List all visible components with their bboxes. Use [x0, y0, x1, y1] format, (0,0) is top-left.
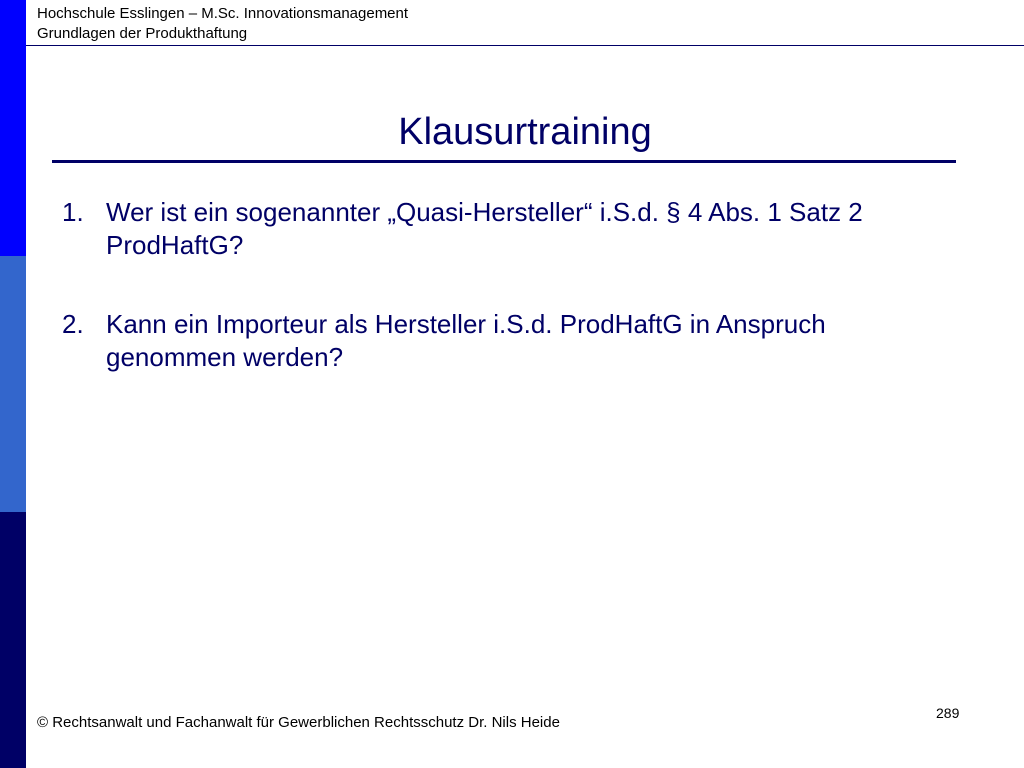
header-course: Grundlagen der Produkthaftung — [37, 25, 248, 42]
question-number: 1. — [62, 197, 84, 227]
question-list — [62, 196, 962, 420]
question-item — [62, 196, 962, 262]
page-number: 289 — [936, 705, 960, 721]
sidebar-stripe-middle — [0, 256, 26, 512]
slide-title: Klausurtraining — [398, 111, 652, 153]
header-institution: Hochschule Esslingen – M.Sc. Innovationsmanagement — [37, 5, 409, 22]
question-text: Kann ein Importeur als Hersteller i.S.d. ProdHaftG in Anspruch genommen werden? — [106, 309, 826, 372]
question-item — [62, 308, 962, 374]
sidebar-stripe-bottom — [0, 512, 26, 768]
slide-header — [37, 4, 408, 44]
question-text: Wer ist ein sogenannter „Quasi-Hersteller“ i.S.d. § 4 Abs. 1 Satz 2 ProdHaftG? — [106, 197, 863, 260]
slide-footer: © Rechtsanwalt und Fachanwalt für Gewerblichen Rechtsschutz Dr. Nils Heide — [37, 714, 560, 731]
question-number: 2. — [62, 309, 84, 339]
header-divider — [26, 45, 1024, 46]
title-underline — [52, 160, 956, 163]
